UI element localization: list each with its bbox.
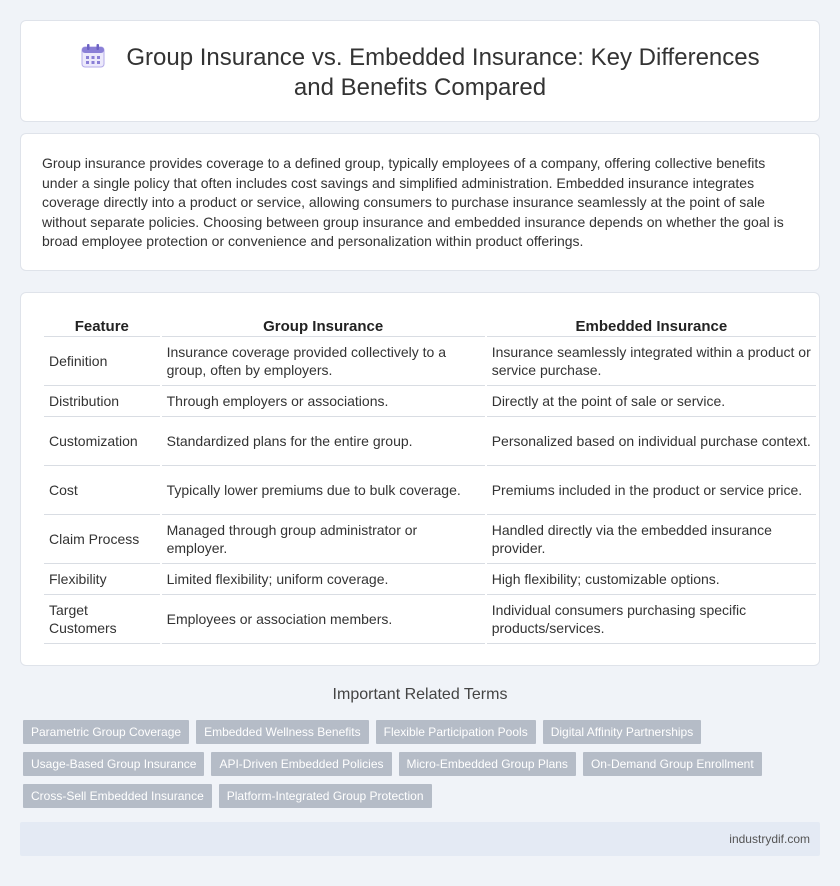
related-term-tag[interactable]: Flexible Participation Pools [376,720,536,744]
related-term-tag[interactable]: Micro-Embedded Group Plans [399,752,576,776]
group-cell: Managed through group administrator or employer. [162,515,485,564]
header-group-insurance: Group Insurance [162,315,485,337]
tag-row [23,720,803,744]
related-terms-title: Important Related Terms [332,686,508,703]
table-header-row [44,315,816,337]
related-term-tag[interactable]: On-Demand Group Enrollment [583,752,762,776]
group-cell: Through employers or associations. [162,386,485,417]
intro-card [20,133,820,271]
table-row [44,337,816,386]
feature-cell: Cost [44,466,160,515]
feature-cell: Claim Process [44,515,160,564]
page-title [21,43,819,103]
feature-cell: Target Customers [44,595,160,644]
related-term-tag[interactable]: Platform-Integrated Group Protection [219,784,432,808]
embedded-cell: Directly at the point of sale or service. [487,386,816,417]
footer [20,822,820,856]
related-term-tag[interactable]: Digital Affinity Partnerships [543,720,702,744]
table-row [44,515,816,564]
page-title-text: Group Insurance vs. Embedded Insurance: Key Differences and Benefits Compared [126,44,760,101]
group-cell: Limited flexibility; uniform coverage. [162,564,485,595]
related-term-tag[interactable]: Usage-Based Group Insurance [23,752,204,776]
embedded-cell: Handled directly via the embedded insurance provider. [487,515,816,564]
feature-cell: Distribution [44,386,160,417]
group-cell: Standardized plans for the entire group. [162,417,485,466]
header-embedded-insurance: Embedded Insurance [487,315,816,337]
related-term-tag[interactable]: Embedded Wellness Benefits [196,720,369,744]
header-card [20,20,820,122]
table-row [44,417,816,466]
embedded-cell: Insurance seamlessly integrated within a product or service purchase. [487,337,816,386]
footer-site-link[interactable]: industrydif.com [729,832,810,846]
tag-row [23,752,803,776]
embedded-cell: Personalized based on individual purchase context. [487,417,816,466]
related-term-tag[interactable]: API-Driven Embedded Policies [211,752,391,776]
embedded-cell: Premiums included in the product or service price. [487,466,816,515]
related-term-tag[interactable]: Cross-Sell Embedded Insurance [23,784,212,808]
table-row [44,595,816,644]
group-cell: Typically lower premiums due to bulk coverage. [162,466,485,515]
feature-cell: Customization [44,417,160,466]
embedded-cell: Individual consumers purchasing specific products/services. [487,595,816,644]
embedded-cell: High flexibility; customizable options. [487,564,816,595]
table-row [44,564,816,595]
related-terms-list [23,720,803,816]
intro-paragraph: Group insurance provides coverage to a defined group, typically employees of a company, offering collective benefits under a single policy that often includes cost savings and simplified administration. Embedded insurance integrates coverage directly into a product or service, allowing consumers to purchase insurance seamlessly at the point of sale without separate policies. Choosing between group insurance and embedded insurance depends on whether the goal is broad employee protection or convenience and personalization within product offerings. [42,155,784,249]
header-feature: Feature [44,315,160,337]
feature-cell: Definition [44,337,160,386]
calendar-icon [80,43,106,69]
group-cell: Employees or association members. [162,595,485,644]
related-term-tag[interactable]: Parametric Group Coverage [23,720,189,744]
feature-cell: Flexibility [44,564,160,595]
tag-row [23,784,803,808]
table-row [44,386,816,417]
comparison-card [20,292,820,666]
group-cell: Insurance coverage provided collectively to a group, often by employers. [162,337,485,386]
comparison-table [42,315,818,644]
table-row [44,466,816,515]
